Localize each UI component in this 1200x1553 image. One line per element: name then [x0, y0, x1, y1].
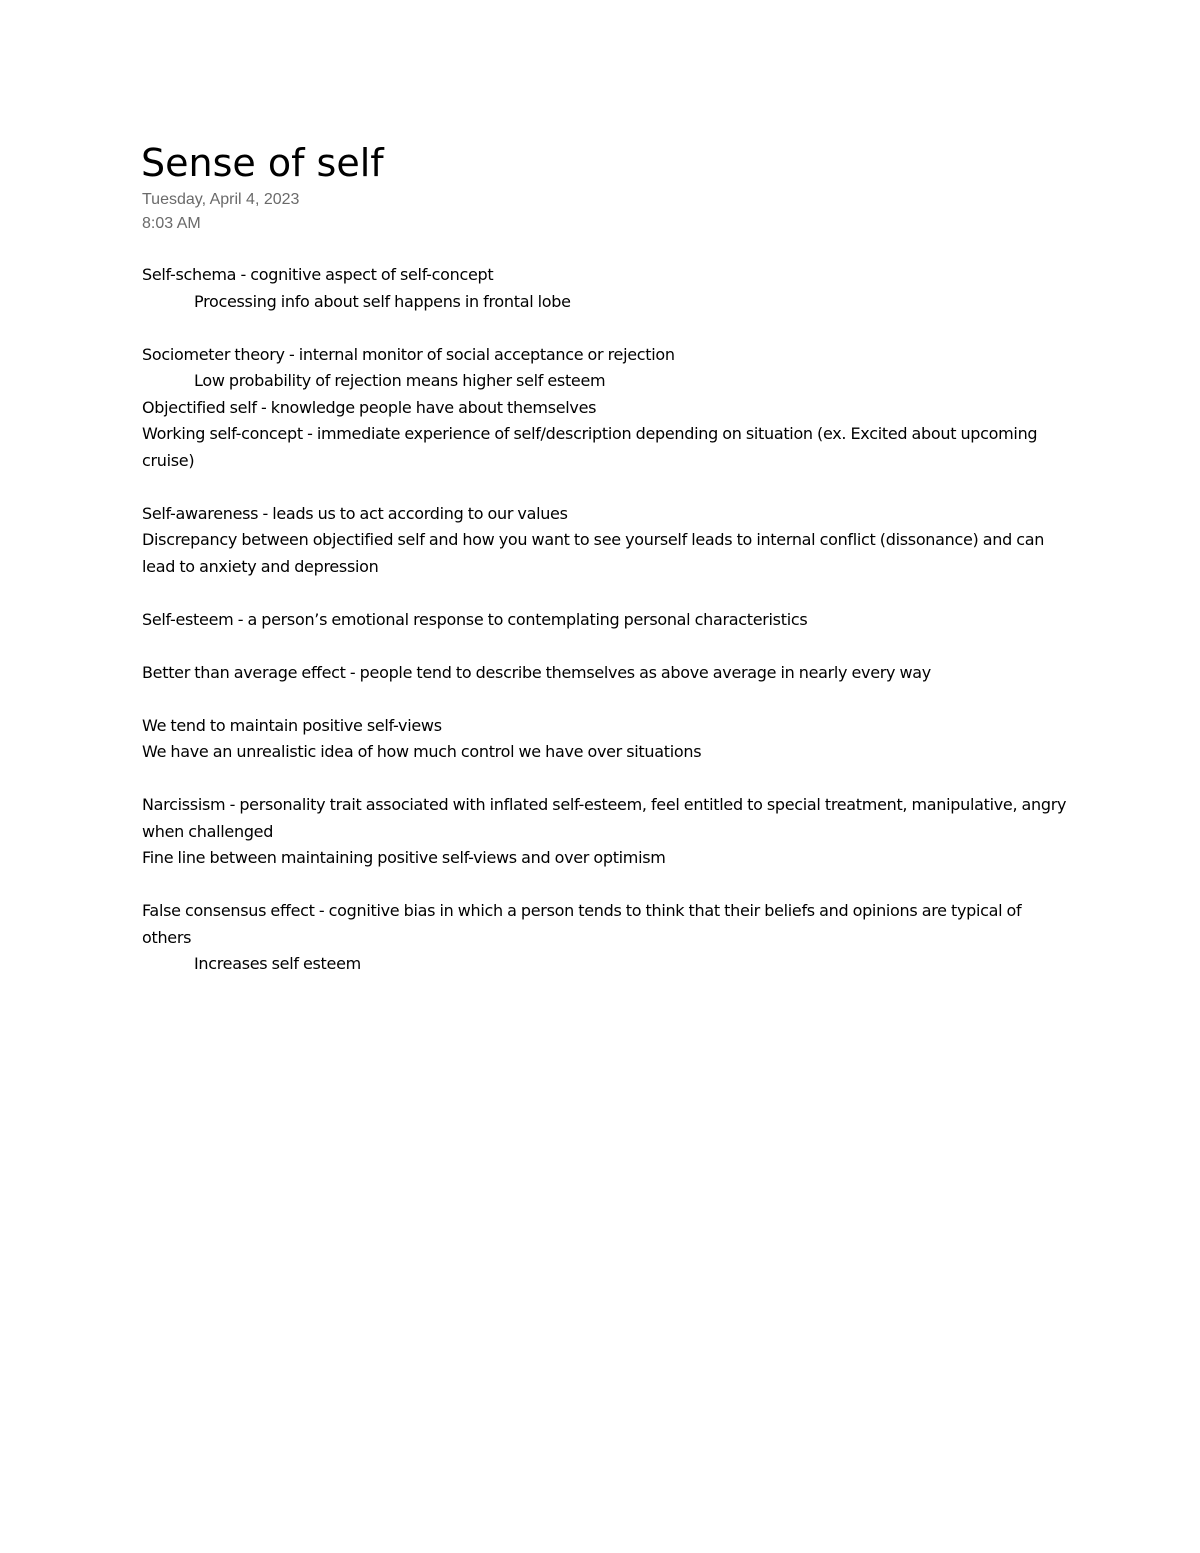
- note-line-fine-line: Fine line between maintaining positive self-views and over optimism: [142, 848, 666, 867]
- blank-line: [142, 580, 1072, 607]
- blank-line: [142, 872, 1072, 899]
- blank-line: [142, 686, 1072, 713]
- blank-line: [142, 474, 1072, 501]
- note-line-self-awareness: Self-awareness - leads us to act according to our values: [142, 503, 568, 523]
- note-line-objectified-self: Objectified self - knowledge people have about themselves: [142, 397, 597, 417]
- blank-line: [142, 633, 1072, 660]
- note-line-self-schema: Self-schema - cognitive aspect of self-concept: [142, 265, 494, 284]
- note-line-unrealistic-control: We have an unrealistic idea of how much control we have over situations: [142, 742, 702, 761]
- note-line-better-than-average: Better than average effect - people tend to describe themselves as above average in nearly every way: [142, 662, 931, 682]
- note-line-working-self-concept: Working self-concept - immediate experience of self/description depending on situation (ex. Excited about upcoming cruise): [142, 424, 1038, 470]
- note-line-frontal-lobe: Processing info about self happens in frontal lobe: [194, 291, 571, 311]
- note-line-increases-self-esteem: Increases self esteem: [194, 954, 361, 973]
- page-title: Sense of self: [141, 141, 384, 185]
- note-date: Tuesday, April 4, 2023: [142, 191, 300, 208]
- blank-line: [142, 315, 1072, 342]
- note-time: 8:03 AM: [142, 215, 201, 232]
- note-line-self-esteem: Self-esteem - a person’s emotional response to contemplating personal characteristics: [142, 609, 808, 629]
- note-line-sociometer-theory: Sociometer theory - internal monitor of social acceptance or rejection: [142, 344, 675, 364]
- note-line-narcissism: Narcissism - personality trait associated with inflated self-esteem, feel entitled to special treatment, manipulative, angry when challenged: [142, 795, 1067, 841]
- note-line-positive-self-views: We tend to maintain positive self-views: [142, 715, 442, 735]
- note-body: [142, 262, 1072, 978]
- note-line-discrepancy: Discrepancy between objectified self and how you want to see yourself leads to internal conflict (dissonance) and can lead to anxiety and depression: [142, 530, 1045, 576]
- note-line-false-consensus: False consensus effect - cognitive bias in which a person tends to think that their beliefs and opinions are typical of others: [142, 901, 1022, 947]
- blank-line: [142, 766, 1072, 793]
- note-line-low-rejection: Low probability of rejection means higher self esteem: [194, 371, 606, 390]
